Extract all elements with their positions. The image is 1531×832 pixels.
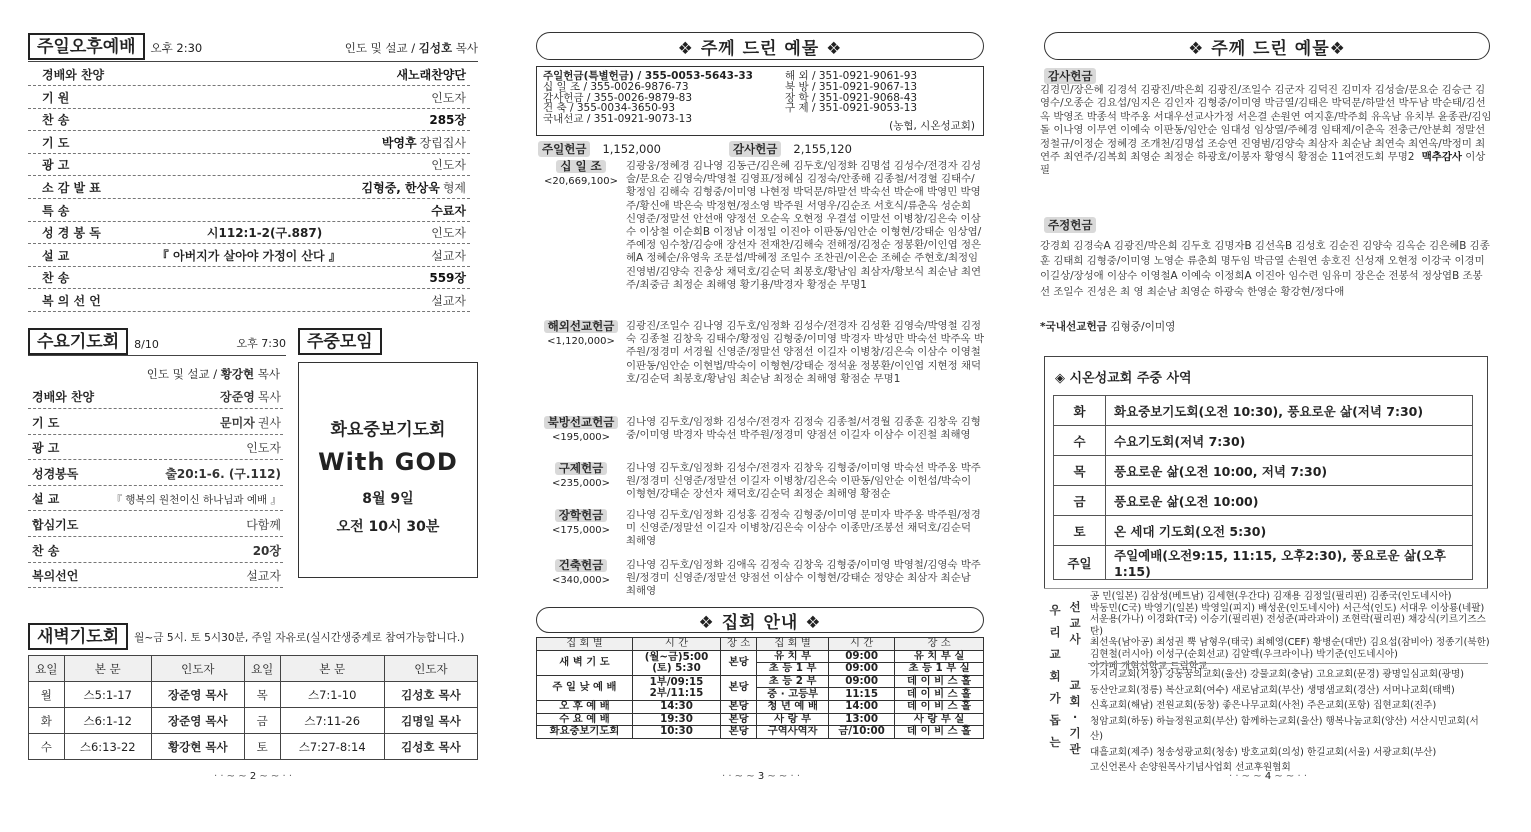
table-row	[537, 713, 984, 726]
schedule-day: 금	[1054, 486, 1106, 516]
schedule-day: 토	[1054, 516, 1106, 546]
schedule-desc: 온 세대 기도회(오전 5:30)	[1106, 516, 1473, 546]
meeting-cell: 13:00	[829, 713, 895, 726]
offering-amount: <1,120,000>	[547, 336, 615, 348]
offering-label-block	[536, 559, 626, 599]
schedule-desc: 풍요로운 삶(오전 10:00)	[1106, 486, 1473, 516]
meeting-cell: 11:15	[829, 688, 895, 701]
order-item-detail: 시112:1-2(구.887)	[206, 226, 323, 241]
order-item-value: 박영후 장립집사	[381, 135, 466, 150]
order-item-value: 수료자	[431, 203, 466, 218]
order-item-label: 기 도	[42, 135, 70, 150]
meeting-cell: 사 랑 부 실	[895, 713, 984, 726]
order-row	[28, 513, 283, 537]
account-line: 주일헌금(특별헌금) / 355-0053-5643-33	[543, 70, 753, 82]
order-item-detail: 『 아버지가 살아야 가정이 산다 』	[156, 248, 341, 263]
meeting-time: 19:30	[632, 713, 720, 726]
page-4	[1040, 0, 1496, 832]
dawn-header	[28, 623, 478, 650]
order-row	[28, 245, 470, 267]
dawn-header-cell: 인도자	[384, 656, 477, 682]
meeting-place: 본당	[721, 650, 757, 675]
offering-names: 김나영 김두호/임정화 김성홍 김정숙 김형중/이미영 문미자 박주옹 박주원/정경미 신영준/정말선 이길자 이병창/김은숙 이삼수 이종만/조봉선 채덕호/김순덕 최해영	[626, 509, 981, 548]
account-line: 구 제 / 351-0921-9053-13	[785, 102, 918, 115]
page-number-2: · · ~ ~ 2 ~ ~ · ·	[213, 771, 293, 782]
meeting-cell: 중 · 고등부	[757, 688, 829, 701]
order-item-label: 기 원	[42, 90, 70, 105]
order-item-label: 설 교	[32, 492, 60, 507]
order-item-value: 인도자	[431, 158, 466, 173]
church-label: 교회·기관	[1069, 678, 1081, 756]
order-item-label: 설 교	[42, 248, 70, 263]
account-line: 감사헌금 / 355-0026-9879-83	[543, 91, 692, 104]
meeting-time: 14:30	[632, 700, 720, 713]
dawn-cell: 스7:1-10	[280, 682, 384, 708]
table-row	[29, 734, 478, 760]
account-line: 십 일 조 / 355-0026-9876-73	[543, 80, 689, 93]
account-line: 장 학 / 351-0921-9068-43	[785, 91, 918, 104]
church-line: 청암교회(하동) 하늘정원교회(부산) 함께하는교회(울산) 행복나눔교회(양산) 서산시민교회(서산)	[1090, 715, 1479, 742]
meeting-name: 주 일 낮 예 배	[537, 675, 633, 700]
offering-item	[536, 160, 984, 292]
midweek-box	[298, 362, 478, 578]
schedule-desc: 풍요로운 삶(오전 10:00, 저녁 7:30)	[1106, 456, 1473, 486]
order-item-value: 문미자 권사	[220, 415, 281, 430]
offering-label-block	[536, 509, 626, 549]
offering-names: 김나영 김두호/임정화 김성수/전경자 김창욱 김형중/이미영 박숙선 박주옹 박주원/정경미 신영준/정말선 이길자 이병창/김은숙 이판동/임안순 이헌섭/박숙이 이형현/강태순 장선자 채덕호/김순덕 최정순 최해영 황점순	[626, 462, 981, 501]
schedule-day: 목	[1054, 456, 1106, 486]
sunday-pm-title: 주일오후예배	[28, 33, 145, 60]
order-item-label: 찬 송	[32, 543, 60, 558]
order-item-value: 20장	[252, 543, 281, 558]
dawn-cell: 스6:1-12	[64, 708, 151, 734]
order-item-value: 285장	[429, 113, 466, 128]
schedule-desc: 수요기도회(저녁 7:30)	[1106, 426, 1473, 456]
missionary-line: 박동민(C국) 박영기(일본) 박영일(피지) 배성운(인도네시아) 서근석(인도) 서대우 이상룡(네팔)	[1090, 602, 1485, 614]
order-item-value: 인도자	[431, 226, 466, 241]
meeting-cell: 유 치 부	[757, 650, 829, 663]
meeting-name: 화요중보기도회	[537, 726, 633, 739]
offering-amount: <195,000>	[551, 432, 611, 444]
wednesday-header	[28, 328, 286, 355]
offering-names: 김광진/조일수 김나영 김두호/임정화 김성수/전경자 김성환 김영숙/박영철 김정숙 김종철 김창욱 김태수/황정임 김형중/이미영 박경자 박성만 박숙선 박주옥 박주원/정경미 서경월 신영준/정말선 양점선 이길자 이병창/김은숙 이삼수 이영철 이판동/임안순 이현법/박숙이 이형현/강태순 정석윤 정봉환/이인엽 지현정 채덕호/김순덕 최봉호/황남임 최순남 최정순 최해영 황점순 무명1	[626, 320, 984, 385]
midweek-line2: With GOD	[318, 448, 458, 476]
offering-amount: <20,669,100>	[543, 176, 618, 188]
dawn-cell: 수	[29, 734, 65, 760]
order-item-value: 설교자	[431, 248, 466, 263]
dawn-header-cell: 요일	[244, 656, 280, 682]
offering-label-block	[536, 462, 626, 502]
order-item-label: 복의선언	[32, 569, 79, 584]
offering-label: 십 일 조	[556, 160, 605, 173]
account-line: 해 외 / 351-0921-9061-93	[785, 70, 918, 82]
account-line: 북 방 / 351-0921-9067-13	[785, 80, 918, 93]
sunday-pm-time: 오후 2:30	[150, 41, 203, 55]
offering-item	[536, 462, 984, 502]
order-item-value: 김형중, 한상욱 형제	[361, 181, 466, 195]
meeting-cell: 데 이 비 스 홀	[895, 700, 984, 713]
meeting-table	[536, 637, 984, 739]
offering-label: 해외선교헌금	[544, 320, 619, 333]
wednesday-title: 수요기도회	[28, 328, 128, 355]
meeting-name: 오 후 예 배	[537, 700, 633, 713]
dawn-header-cell: 본 문	[280, 656, 384, 682]
prayer-side-label: 우리교회가 돕는	[1049, 603, 1061, 749]
missionary-line: 공 민(일본) 김삼성(베트남) 김세현(우간다) 김재용 김정일(필리핀) 김종국(인도네시아)	[1090, 591, 1452, 602]
dawn-cell: 스6:13-22	[64, 734, 151, 760]
offering-title: ❖ 주께 드린 예물 ❖	[536, 32, 984, 60]
meeting-cell: 초 등 1 부 실	[895, 663, 984, 676]
dawn-cell: 김명일 목사	[384, 708, 477, 734]
church-line: 대흘교회(제주) 청송성광교회(청송) 방호교회(의성) 한길교회(서울) 서광교회(부산)	[1090, 746, 1437, 758]
order-row	[28, 200, 470, 222]
schedule-desc: 화요중보기도회(오전 10:30), 풍요로운 삶(저녁 7:30)	[1106, 396, 1473, 426]
order-row	[28, 487, 283, 511]
wednesday-time: 오후 7:30	[236, 337, 286, 350]
order-row	[28, 154, 470, 176]
meeting-place: 본당	[721, 675, 757, 700]
table-row	[537, 700, 984, 713]
midweek-header	[298, 328, 382, 355]
offering-names: 김광웅/정혜경 김나영 김동근/김은혜 김두호/임정화 김명섭 김성수/전경자 김성술/문요순 김영숙/박영철 김영표/정혜심 김정숙/안종해 김종철/서경혈 김태수/황정임 김해숙 김형중/이미영 나현정 박덕문/하말선 박숙선 박순애 박영민 박영주/황신애 박은숙 박정현/정소영 박주원 서영우/김순조 서호식/류춘옥 성순희 신영준/정말선 안선애 양정선 오순옥 오현정 우결섭 이말선 이병창/김은숙 이삼수 이상철 이순희B 이정남 이정일 이진아 이판동/임안순 이형현/강태순 임상엽/주예정 임수창/김승애 장선자 전재찬/김해숙 전해정/김정순 정봉환/이인엽 정은혜A 정혜순/유영욱 조문섭/박혜정 조일수 조찬권/이은순 조혜순 주현호/최정임 진영범/김양숙 진충상 채덕호/김순덕 최봉호/황남임 최삼자/황보식 최순남 최연주/최중금 최정순 최해영 황기용/박경자 황정순 무명1	[626, 160, 982, 291]
prayer-box	[1044, 588, 1490, 773]
page-3	[536, 0, 984, 832]
order-item-label: 성 경 봉 독	[42, 226, 101, 241]
page-number-4: · · ~ ~ 4 ~ ~ · ·	[1228, 771, 1308, 782]
schedule-row	[1054, 426, 1473, 456]
order-item-label: 찬 송	[42, 271, 70, 286]
offering-item	[536, 559, 984, 599]
dawn-cell: 월	[29, 682, 65, 708]
meeting-cell: 구역사역자	[757, 726, 829, 739]
offering-amount: <175,000>	[551, 525, 611, 537]
order-item-label: 찬 송	[42, 113, 70, 128]
midweek-line3: 8월 9일	[362, 491, 414, 507]
order-item-label: 특 송	[42, 203, 70, 218]
meeting-cell: 사 랑 부	[757, 713, 829, 726]
meeting-header-cell: 장 소	[721, 638, 757, 651]
dawn-title: 새벽기도회	[28, 623, 128, 650]
thanks-label-2: 감사헌금	[1044, 68, 1096, 84]
dawn-cell: 김성호 목사	[384, 682, 477, 708]
dawn-header-cell: 인도자	[151, 656, 244, 682]
order-item-label: 경배와 찬양	[42, 68, 105, 82]
dawn-cell: 김성호 목사	[384, 734, 477, 760]
thanks-names-2: 김경민/장은혜 김경석 김광진/박은희 김광진/조일수 김군자 김덕진 김미자 김성술/문요순 김승근 김영수/오종순 김요섭/임지은 김인자 김형중/이미영 박금열/김태은 박덕문/하말선 박두남 박순태/김선옥 박영조 박종석 박주옹 서대우선교사가정 서은결 손원연 여지훈/박주희 유옥남 유치부 윤종관/김임돌 이나영 이무연 이예숙 이판동/임안순 임대성 임상열/주혜경 임태제/이춘옥 전충근/안분희 정말선 정철규/이정순 정혜경 조개천/김명섭 조승연 진영범/김양숙 최삼자 최순남 최연숙 최연옥/박정미 최연주 최연주/김복희 최영순 최정순 하광호/이봉자 황영식 황점순 11여전도회 무명2 맥추감사 이상필	[1040, 84, 1492, 177]
schedule-row	[1054, 516, 1473, 546]
dawn-cell: 장준영 목사	[151, 682, 244, 708]
meeting-name: 수 요 예 배	[537, 713, 633, 726]
table-row	[537, 650, 984, 663]
meeting-name: 새 벽 기 도	[537, 650, 633, 675]
order-item-value: 인도자	[246, 441, 281, 456]
schedule-row	[1054, 396, 1473, 426]
dawn-cell: 목	[244, 682, 280, 708]
meeting-cell: 데 이 비 스 홀	[895, 726, 984, 739]
meeting-cell: 09:00	[829, 650, 895, 663]
schedule-row	[1054, 486, 1473, 516]
order-row	[28, 436, 283, 460]
offering-amount: <340,000>	[551, 575, 611, 587]
order-item-label: 광 고	[32, 441, 60, 456]
sunday-offering-amount: 1,152,000	[602, 142, 661, 156]
church-list	[1090, 667, 1490, 776]
dawn-header-cell: 본 문	[64, 656, 151, 682]
order-item-value: 인도자	[431, 90, 466, 105]
meeting-time: 10:30	[632, 726, 720, 739]
order-row	[28, 177, 470, 199]
account-line: 국내선교 / 351-0921-9073-13	[543, 113, 692, 126]
order-item-label: 복 의 선 언	[42, 294, 101, 308]
offering-label: 건축헌금	[555, 559, 607, 572]
sunday-pm-header	[28, 33, 478, 60]
missionary-list	[1090, 591, 1490, 672]
offering-item	[536, 416, 984, 444]
order-row	[28, 564, 283, 588]
missionary-line: 서운용(가나) 이경화(T국) 이승기(필리핀) 전성준(파라과이) 조현락(필리핀) 채강식(키르기즈스탄)	[1090, 614, 1486, 637]
thanks-offering-label: 감사헌금	[729, 141, 781, 157]
offering-item	[536, 509, 984, 549]
offering-names: 김나영 김두호/임정화 김성수/전경자 김정숙 김종철/서경월 김종훈 김창욱 김형중/이미영 박경자 박숙선 박주원/정경미 양점선 이길자 이삼수 이진철 최해영	[626, 416, 981, 442]
wednesday-leader: 인도 및 설교 / 황강현 목사	[146, 367, 280, 381]
account-note: (농협, 시온성교회)	[889, 120, 975, 133]
dawn-table	[28, 655, 478, 760]
offering-label: 북방선교헌금	[544, 416, 619, 429]
schedule-table	[1053, 395, 1473, 580]
offering-label: 구제헌금	[555, 462, 607, 475]
meeting-cell: 초 등 2 부	[757, 675, 829, 688]
missionary-line: 최선욱(남아공) 최성권 뿍 남형우(태국) 최혜영(CEF) 황병순(대만) 김요섭(잠비아) 정종기(북한)	[1090, 637, 1490, 649]
schedule-box	[1044, 356, 1488, 589]
order-item-label: 합심기도	[32, 518, 79, 532]
meeting-cell: 초 등 1 부	[757, 663, 829, 676]
meeting-cell: 데 이 비 스 홀	[895, 675, 984, 688]
missionary-label: 선교사	[1069, 600, 1081, 646]
meeting-place: 본당	[721, 726, 757, 739]
sunday-pm-leader: 인도 및 설교 / 김성호 목사	[344, 41, 478, 55]
meeting-header-cell: 시 간	[829, 638, 895, 651]
schedule-row	[1054, 456, 1473, 486]
order-row	[28, 64, 470, 86]
dawn-cell: 금	[244, 708, 280, 734]
schedule-row	[1054, 546, 1473, 580]
order-row	[28, 109, 470, 131]
order-item-value: 출20:1-6. (구.112)	[165, 466, 281, 481]
dawn-cell: 장준영 목사	[151, 708, 244, 734]
table-row	[537, 675, 984, 688]
order-item-value: 장준영 목사	[220, 390, 281, 404]
offering-label-block	[536, 320, 626, 386]
church-line: 고신언론사 손양원목사기념사업회 선교후원협회	[1090, 762, 1291, 773]
meeting-header-cell: 시 간	[632, 638, 720, 651]
meeting-header-cell: 집 회 별	[537, 638, 633, 651]
page-2	[28, 0, 478, 832]
fixed-names: 강경희 김경숙A 김광진/박은희 김두호 김명자B 김선옥B 김성호 김순진 김양숙 김옥순 김은혜B 김종훈 김태희 김형중/이미영 노영순 류춘희 명두임 박금열 손원연 송호진 신성재 오현정 이강국 이경미 이길상/장성애 이삼수 이영철A 이예숙 이정희A 이진아 임수련 임유미 장은순 전봉석 정상엽B 조봉선 조일수 진성은 최 영 최순남 최영순 하광숙 한영순 황강현/정다애	[1040, 240, 1490, 298]
dawn-cell: 스5:1-17	[64, 682, 151, 708]
order-item-label: 기 도	[32, 415, 60, 430]
dawn-header-cell: 요일	[29, 656, 65, 682]
dawn-note: 월~금 5시. 토 5시30분, 주일 자유로(실시간생중계로 참여가능합니다.)	[134, 632, 465, 644]
order-item-detail: 『 행복의 원천이신 하나님과 예배 』	[111, 494, 281, 507]
order-row	[28, 290, 470, 312]
meeting-cell: 청 년 예 배	[757, 700, 829, 713]
dawn-cell: 황강현 목사	[151, 734, 244, 760]
dawn-cell: 토	[244, 734, 280, 760]
order-item-value: 559장	[429, 271, 466, 286]
offering-label-block	[536, 416, 626, 444]
order-row	[28, 411, 283, 435]
order-item-value: 설교자	[246, 569, 281, 584]
order-row	[28, 267, 470, 289]
schedule-day: 주일	[1054, 546, 1106, 580]
meeting-cell: 09:00	[829, 663, 895, 676]
order-row	[28, 462, 283, 486]
midweek-line1: 화요중보기도회	[330, 420, 446, 440]
dawn-cell: 스7:27-8:14	[280, 734, 384, 760]
meeting-place: 본당	[721, 713, 757, 726]
order-item-label: 성경봉독	[32, 466, 79, 481]
offering-label-block	[536, 160, 626, 292]
offering-summary	[536, 141, 984, 157]
meeting-place: 본당	[721, 700, 757, 713]
order-item-label: 경배와 찬양	[32, 390, 95, 404]
meeting-cell: 데 이 비 스 홀	[895, 688, 984, 701]
meeting-cell: 금/10:00	[829, 726, 895, 739]
order-item-value: 다함께	[246, 518, 281, 532]
order-item-value: 새노래찬양단	[396, 68, 466, 82]
schedule-day: 수	[1054, 426, 1106, 456]
schedule-title: ◈ 시온성교회 주중 사역	[1055, 370, 1192, 386]
meeting-cell: 유 치 부 실	[895, 650, 984, 663]
dawn-cell: 스7:11-26	[280, 708, 384, 734]
order-item-label: 광 고	[42, 158, 70, 173]
order-row	[28, 539, 283, 563]
schedule-desc: 주일예배(오전9:15, 11:15, 오후2:30), 풍요로운 삶(오후1:15)	[1106, 546, 1473, 580]
fixed-label: 주정헌금	[1044, 217, 1096, 233]
offering-amount: <235,000>	[551, 478, 611, 490]
midweek-line4: 오전 10시 30분	[336, 519, 440, 535]
order-row	[28, 87, 470, 109]
sunday-offering-label: 주일헌금	[538, 141, 590, 157]
wednesday-date: 8/10	[134, 338, 159, 351]
missionary-line: 아가페 개혁신학교 드림학교	[1090, 660, 1208, 672]
table-row	[537, 726, 984, 739]
dawn-cell: 화	[29, 708, 65, 734]
offering-item	[536, 320, 984, 386]
schedule-day: 화	[1054, 396, 1106, 426]
order-item-value: 설교자	[431, 294, 466, 308]
offering-names: 김나영 김두호/임정화 김애옥 김정숙 김창욱 김형중/이미영 박영철/김영숙 박주원/정경미 신영준/정말선 양점선 이삼수 이형현/강태순 정양순 최삼자 최순남 최해영	[626, 559, 981, 598]
meeting-header-cell: 장 소	[895, 638, 984, 651]
meeting-time: (월~금)5:00 (토) 5:30	[632, 650, 720, 675]
domestic-offering: *국내선교헌금 김형중/이미영	[1040, 321, 1176, 333]
account-line: 건 축 / 355-0034-3650-93	[543, 102, 676, 115]
offering-label: 장학헌금	[555, 509, 607, 522]
account-box	[536, 66, 984, 136]
meeting-time: 1부/09:15 2부/11:15	[632, 675, 720, 700]
order-row	[28, 385, 283, 409]
table-row	[29, 682, 478, 708]
order-row	[28, 132, 470, 154]
meeting-title: ❖ 집회 안내 ❖	[536, 607, 984, 633]
order-row	[28, 222, 470, 244]
midweek-title: 주중모임	[298, 328, 382, 355]
church-line: 동산안교회(정릉) 복산교회(여수) 새로남교회(부산) 생명샘교회(경산) 서머나교회(태백)	[1090, 684, 1455, 696]
church-line: 가지리교회(거창) 강동꿈의교회(울산) 강물교회(충남) 고요교회(문경) 광명일심교회(광명)	[1090, 669, 1464, 680]
order-item-label: 소 감 발 표	[42, 181, 101, 195]
table-row	[29, 708, 478, 734]
thanks-offering-amount: 2,155,120	[793, 142, 852, 156]
missionary-line: 김현철(러시아) 이성구(순회선교) 김알렉(우크라이나) 박기준(인도네시아)	[1090, 648, 1398, 660]
page-number-3: · · ~ ~ 3 ~ ~ · ·	[721, 771, 801, 782]
meeting-cell: 14:00	[829, 700, 895, 713]
meeting-header-cell: 집 회 별	[757, 638, 829, 651]
offering-title-2: ❖ 주께 드린 예물❖	[1044, 32, 1490, 60]
church-line: 신흑교회(해남) 전원교회(동창) 좋은나무교회(사천) 주은교회(포항) 집현교회(진주)	[1090, 700, 1437, 711]
meeting-cell: 09:00	[829, 675, 895, 688]
